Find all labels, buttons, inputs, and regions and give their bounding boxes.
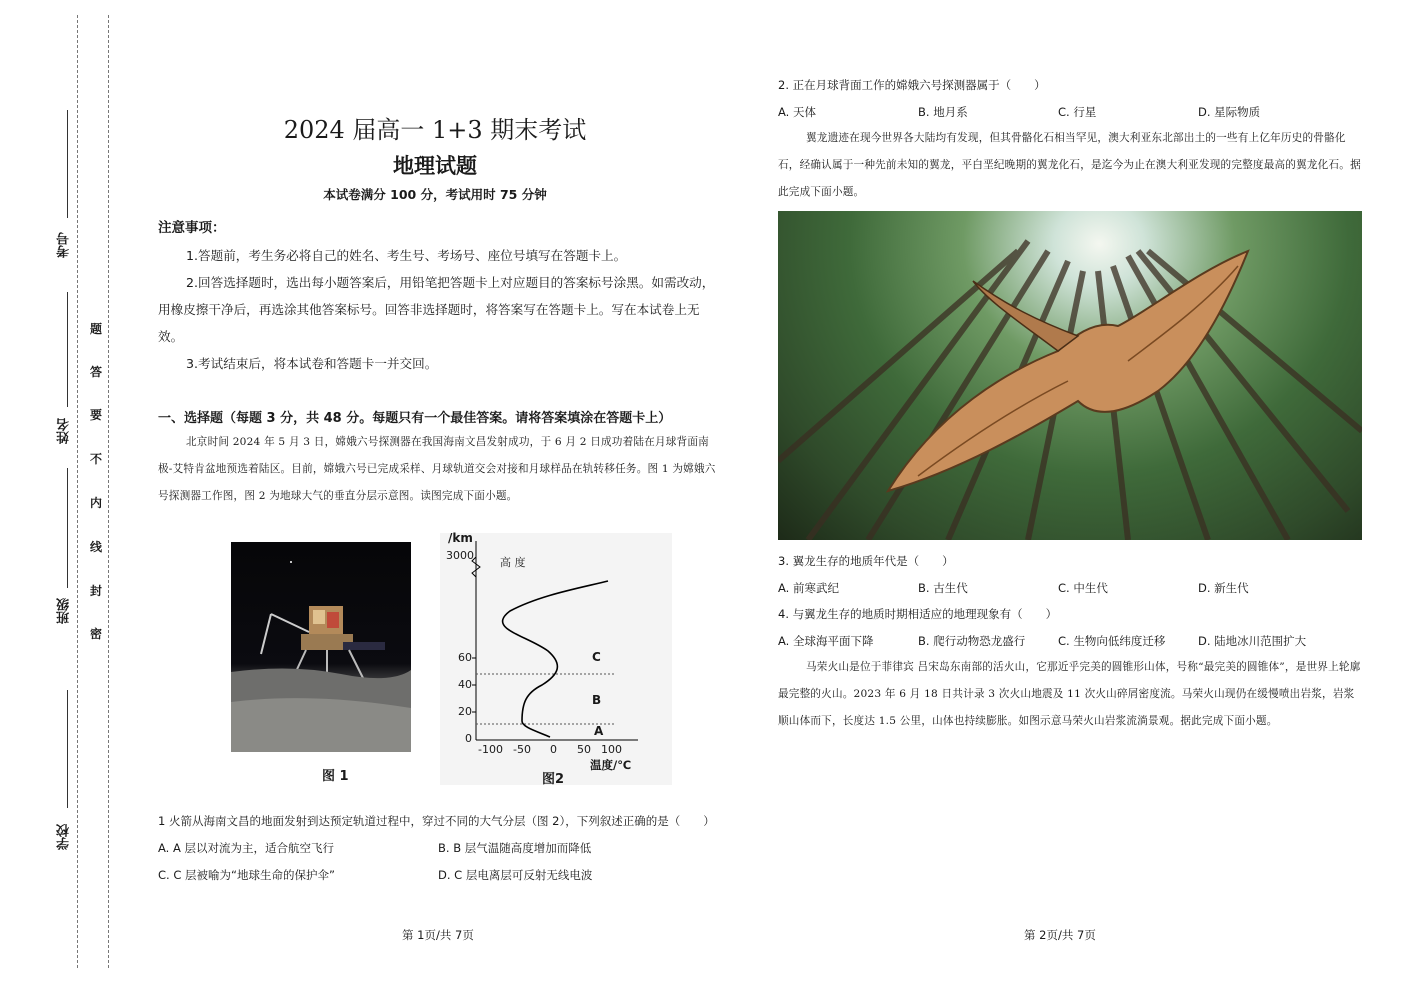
xingming-underline <box>67 292 68 407</box>
seal-char: 内 <box>90 496 103 510</box>
kaohao-underline <box>67 110 68 218</box>
q1-option-c: C. C 层被喻为“地球生命的保护伞” <box>158 868 335 882</box>
notice-item: 2.回答选择题时，选出每小题答案后，用铅笔把答题卡上对应题目的答案标号涂黑。如需改动，用橡皮擦干净后，再选涂其他答案标号。回答非选择题时，将答案写在答题卡上。写在本试卷上无效。 <box>158 275 715 344</box>
lander-photo <box>231 542 411 752</box>
x-tick: -100 <box>478 743 503 756</box>
y-top-tick: 3000 <box>446 549 474 562</box>
xuexiao-underline <box>67 690 68 808</box>
q3-option-a: A. 前寒武纪 <box>778 581 839 595</box>
margin-line-outer <box>77 15 78 968</box>
passage-pterosaur: 翼龙遗迹在现今世界各大陆均有发现，但其骨骼化石相当罕见，澳大利亚东北部出土的一些有上亿年历史的骨骼化石，经确认属于一种先前未知的翼龙，平白垩纪晚期的翼龙化石，是迄今为止在澳大利亚发现的完整度最高的翼龙化石。据此完成下面小题。 <box>778 132 1361 198</box>
page-number: 第 2页/共 7页 <box>1024 928 1096 942</box>
layer-label-b: B <box>592 693 602 707</box>
x-tick: -50 <box>513 743 531 756</box>
q1-option-b: B. B 层气温随高度增加而降低 <box>438 841 592 855</box>
seal-char: 要 <box>90 408 103 422</box>
banji-underline <box>67 468 68 588</box>
exam-subject: 地理试题 <box>393 154 477 178</box>
question-3: 3. 翼龙生存的地质年代是（ ） <box>778 554 954 568</box>
question-4: 4. 与翼龙生存的地质时期相适应的地理现象有（ ） <box>778 607 1058 621</box>
seal-char: 不 <box>90 452 103 466</box>
q4-option-b: B. 爬行动物恐龙盛行 <box>918 634 1026 648</box>
y-tick: 60 <box>458 651 472 664</box>
fig1-caption: 图 1 <box>322 769 349 784</box>
q4-option-d: D. 陆地冰川范围扩大 <box>1198 634 1307 648</box>
q4-option-a: A. 全球海平面下降 <box>778 634 874 648</box>
x-tick: 50 <box>577 743 591 756</box>
fig2-caption: 图2 <box>542 772 565 787</box>
q2-option-c: C. 行星 <box>1058 105 1097 119</box>
xuexiao-label: 学校 <box>57 824 72 850</box>
margin-line-inner <box>108 15 109 968</box>
q3-option-b: B. 古生代 <box>918 581 968 595</box>
exam-title: 2024 届高一 1+3 期末考试 <box>283 116 587 144</box>
passage-mayon: 马荣火山是位于菲律宾 吕宋岛东南部的活火山，它那近乎完美的圆锥形山体，号称“最完美的圆锥体”，是世界上轮廓最完整的火山。2023 年 6 月 18 日共计录 3 次火山地震及 11 次火山碎屑密度流。马荣火山现仍在缓慢喷出岩浆，岩浆顺山体而下，长度达 1.5 公里，山体也持续膨胀。如图示意马荣火山岩浆流淌景观。据此完成下面小题。 <box>778 661 1361 727</box>
q2-option-b: B. 地月系 <box>918 105 968 119</box>
height-label: 高 度 <box>500 556 526 569</box>
y-unit: /km <box>448 531 473 545</box>
notice-heading: 注意事项： <box>158 220 226 236</box>
q1-option-d: D. C 层电离层可反射无线电波 <box>438 868 593 882</box>
page-number: 第 1页/共 7页 <box>402 928 474 942</box>
y-tick: 0 <box>465 732 472 745</box>
q2-option-a: A. 天体 <box>778 105 816 119</box>
question-1: 1 火箭从海南文昌的地面发射到达预定轨道过程中，穿过不同的大气分层（图 2），下列叙述正确的是（ ） <box>158 814 715 828</box>
passage-change6: 北京时间 2024 年 5 月 3 日，嫦娥六号探测器在我国海南文昌发射成功，于 6 月 2 日成功着陆在月球背面南极-艾特肯盆地预选着陆区。目前，嫦娥六号已完成采样、月球轨道交会对接和月球样品在轨转移任务。图 1 为嫦娥六号探测器工作图，图 2 为地球大气的垂直分层示意图。读图完成下面小题。 <box>158 436 716 502</box>
notice-item: 3.考试结束后，将本试卷和答题卡一并交回。 <box>186 356 438 371</box>
atmosphere-chart <box>440 533 672 785</box>
y-unit-text: km <box>452 531 473 545</box>
seal-char: 答 <box>90 365 103 379</box>
xingming-label: 姓名 <box>57 418 72 444</box>
notice-item: 1.答题前，考生务必将自己的姓名、考生号、考场号、座位号填写在答题卡上。 <box>186 248 627 263</box>
x-tick: 0 <box>550 743 557 756</box>
layer-label-c: C <box>592 650 601 664</box>
q3-option-d: D. 新生代 <box>1198 581 1249 595</box>
q4-option-c: C. 生物向低纬度迁移 <box>1058 634 1166 648</box>
layer-label-a: A <box>594 724 604 738</box>
notice-list <box>158 242 723 377</box>
q2-option-d: D. 星际物质 <box>1198 105 1261 119</box>
y-tick: 20 <box>458 705 472 718</box>
x-tick: 100 <box>601 743 622 756</box>
q3-option-c: C. 中生代 <box>1058 581 1108 595</box>
seal-char: 线 <box>90 540 103 554</box>
y-tick: 40 <box>458 678 472 691</box>
x-axis-label: 温度/℃ <box>590 758 632 772</box>
pterosaur-photo <box>778 211 1362 540</box>
seal-char: 题 <box>90 322 103 336</box>
question-2: 2. 正在月球背面工作的嫦娥六号探测器属于（ ） <box>778 78 1046 92</box>
q1-option-a: A. A 层以对流为主，适合航空飞行 <box>158 841 334 855</box>
kaohao-label: 考号 <box>57 232 72 258</box>
section-heading: 一、选择题（每题 3 分，共 48 分。每题只有一个最佳答案。请将答案填涂在答题卡上） <box>158 411 672 426</box>
banji-label: 班级 <box>57 598 72 624</box>
seal-char: 封 <box>90 584 103 598</box>
seal-char: 密 <box>90 627 103 641</box>
exam-subtitle: 本试卷满分 100 分，考试用时 75 分钟 <box>323 187 547 202</box>
